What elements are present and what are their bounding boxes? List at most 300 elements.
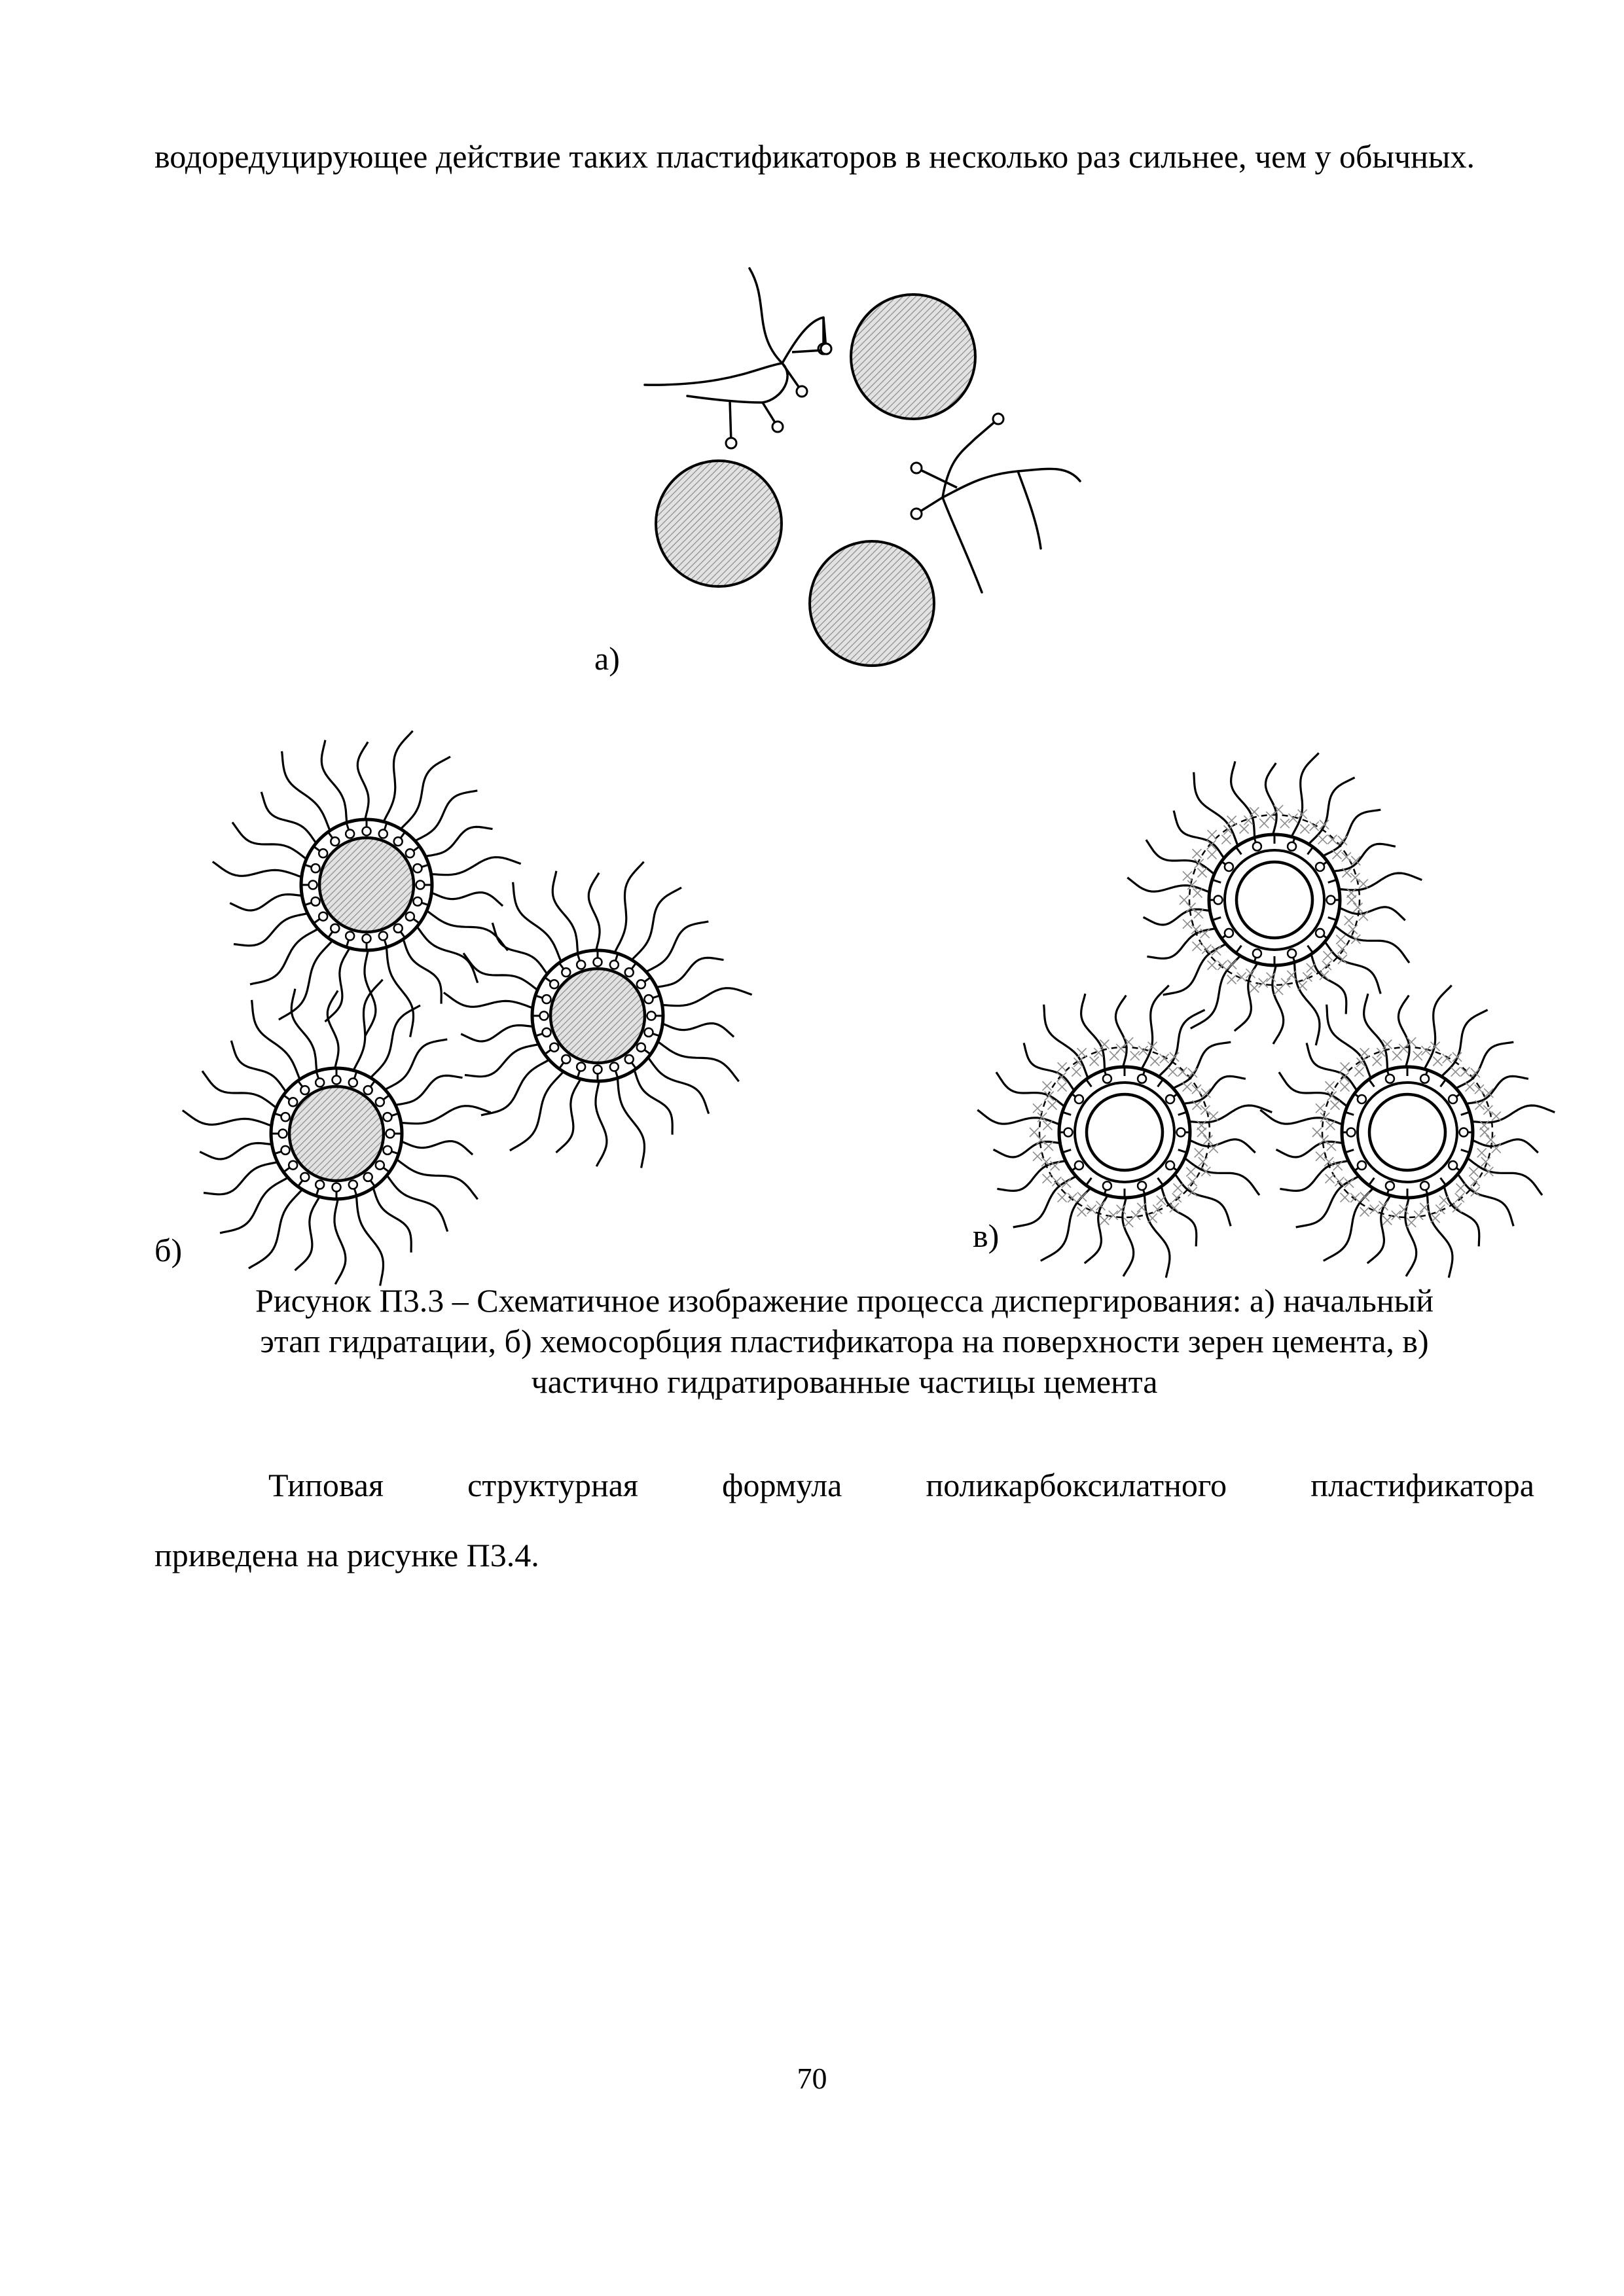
polymer-side-chain bbox=[295, 1197, 320, 1270]
polymer-side-chain bbox=[385, 1039, 447, 1090]
hydrate-crystal bbox=[1469, 1168, 1478, 1177]
polymer-side-chain bbox=[200, 1143, 272, 1160]
plasticizer-molecule bbox=[645, 268, 831, 448]
hydrate-crystal bbox=[1194, 909, 1203, 918]
functional-group-head bbox=[406, 912, 414, 921]
cement-grain bbox=[656, 461, 782, 586]
polymer-side-chain bbox=[279, 941, 333, 1020]
functional-group-head bbox=[625, 968, 634, 977]
hydrate-crystal bbox=[1168, 1067, 1178, 1077]
polymer-side-chain bbox=[615, 862, 644, 953]
hydrate-crystal bbox=[1186, 1168, 1195, 1177]
hydrate-crystal bbox=[1043, 1174, 1052, 1183]
cement-core bbox=[319, 838, 414, 932]
polymer-side-chain bbox=[1272, 965, 1284, 1044]
functional-group-head bbox=[1386, 1075, 1394, 1083]
polymer-side-chain bbox=[1294, 962, 1320, 1045]
polymer-side-chain bbox=[465, 1045, 539, 1077]
polymer-side-chain bbox=[431, 857, 521, 875]
functional-group-head bbox=[1253, 949, 1261, 958]
functional-group-head bbox=[1166, 1161, 1174, 1170]
functional-group-head bbox=[383, 1146, 391, 1155]
polymer-side-chain bbox=[357, 742, 369, 819]
polymer-side-chain bbox=[552, 871, 577, 954]
hydrate-crystal bbox=[1227, 816, 1236, 825]
cement-core bbox=[1087, 1094, 1163, 1170]
functional-group-head bbox=[577, 961, 585, 969]
functional-group-head bbox=[647, 1012, 656, 1020]
hydrate-crystal bbox=[1492, 1111, 1501, 1121]
polymer-side-chain bbox=[1173, 1042, 1231, 1088]
functional-group-head bbox=[577, 1062, 585, 1071]
polymer-side-chain bbox=[1472, 1139, 1538, 1153]
polymer-side-chain bbox=[617, 1078, 644, 1168]
adsorbed-grain bbox=[444, 862, 752, 1168]
hydrate-crystal bbox=[1058, 1193, 1067, 1202]
molecule-chain bbox=[749, 268, 787, 403]
functional-group-head bbox=[625, 1055, 634, 1064]
hydrate-crystal bbox=[1360, 1049, 1369, 1058]
functional-group-head bbox=[1420, 1181, 1429, 1190]
polymer-side-chain bbox=[1324, 1188, 1373, 1261]
polymer-side-chain bbox=[1468, 1158, 1542, 1196]
hydrate-crystal bbox=[1077, 1049, 1087, 1058]
functional-group-head bbox=[1347, 1128, 1356, 1137]
polymer-side-chain bbox=[403, 939, 441, 1004]
caption-line: этап гидратации, б) хемосорбция пластификатора на поверхности зерен цемента, в) bbox=[260, 1323, 1429, 1359]
polymer-side-chain bbox=[1123, 1198, 1134, 1276]
polymer-side-chain bbox=[444, 993, 533, 1009]
hydrate-crystal bbox=[1326, 1081, 1335, 1090]
hydrate-crystal bbox=[1280, 819, 1290, 828]
functional-group-head bbox=[1327, 896, 1335, 905]
plasticizer-molecule bbox=[911, 414, 1080, 592]
polymer-side-chain bbox=[397, 1160, 478, 1200]
polymer-side-chain bbox=[648, 1058, 709, 1114]
functional-group-head bbox=[333, 1076, 341, 1085]
functional-group-head bbox=[637, 1043, 645, 1052]
cement-core bbox=[289, 1086, 384, 1181]
hydrate-crystal bbox=[1312, 1128, 1322, 1137]
polymer-side-chain bbox=[1183, 1076, 1246, 1103]
functional-group-head bbox=[319, 849, 327, 857]
hydrate-crystal bbox=[1466, 1083, 1475, 1092]
functional-group-head bbox=[289, 1161, 297, 1170]
functional-group-head bbox=[413, 897, 422, 906]
hydrate-crystal bbox=[1439, 1196, 1449, 1205]
functional-group-head bbox=[1214, 896, 1223, 905]
panel-v-partially-hydrated bbox=[977, 753, 1555, 1278]
panel-a-label: а) bbox=[594, 640, 620, 677]
hydrate-crystal bbox=[1100, 1216, 1109, 1225]
hydrate-crystal bbox=[1360, 1193, 1369, 1202]
polymer-side-chain bbox=[1323, 810, 1380, 856]
hydrate-crystal bbox=[1328, 835, 1337, 844]
functional-group-head bbox=[312, 864, 320, 872]
functional-group-head bbox=[376, 1161, 384, 1170]
polymer-side-chain bbox=[1458, 1174, 1513, 1227]
hydrate-crystal bbox=[1174, 1183, 1183, 1193]
functional-group-head bbox=[1316, 929, 1324, 937]
functional-group-head bbox=[1253, 842, 1261, 851]
hydrate-crystal bbox=[1382, 1216, 1392, 1225]
functional-group-head bbox=[797, 386, 807, 397]
functional-group-head bbox=[562, 1055, 570, 1064]
hydrate-crystal bbox=[1180, 895, 1189, 905]
functional-group-head bbox=[316, 1180, 324, 1189]
functional-group-head bbox=[821, 344, 831, 354]
polymer-side-chain bbox=[401, 757, 450, 829]
functional-group-head bbox=[1075, 1161, 1083, 1170]
hydrate-crystal bbox=[1477, 1148, 1487, 1157]
functional-group-head bbox=[1177, 1128, 1185, 1137]
hydrate-crystal bbox=[1399, 1044, 1408, 1053]
functional-group-head bbox=[1288, 949, 1296, 958]
polymer-side-chain bbox=[510, 1071, 564, 1151]
cement-grain bbox=[810, 541, 934, 666]
polymer-side-chain bbox=[556, 1079, 581, 1153]
polymer-side-chain bbox=[1081, 994, 1105, 1070]
functional-group-head bbox=[331, 837, 339, 846]
polymer-side-chain bbox=[481, 1060, 549, 1115]
hydrate-crystal bbox=[1259, 978, 1268, 988]
functional-group-head bbox=[379, 931, 388, 940]
functional-group-head bbox=[279, 1130, 287, 1138]
polymer-side-chain bbox=[588, 873, 600, 950]
functional-group-head bbox=[386, 1130, 395, 1138]
polymer-side-chain bbox=[596, 1081, 607, 1166]
panel-v-label: в) bbox=[973, 1217, 1000, 1254]
hydrated-particle bbox=[977, 986, 1272, 1278]
polymer-side-chain bbox=[395, 1075, 463, 1105]
cement-grain bbox=[851, 295, 975, 419]
hydrate-crystal bbox=[1208, 850, 1217, 859]
panel-a-initial-hydration bbox=[645, 268, 1080, 666]
hydrate-crystal bbox=[1327, 1141, 1336, 1151]
polymer-side-chain bbox=[356, 1196, 383, 1285]
polymer-side-chain bbox=[1398, 996, 1409, 1067]
hydrate-crystal bbox=[1456, 1183, 1466, 1193]
hydrate-crystal bbox=[1193, 942, 1202, 951]
hydrate-crystal bbox=[1274, 986, 1283, 995]
functional-group-head bbox=[1449, 1161, 1457, 1170]
polymer-side-chain bbox=[1175, 1174, 1231, 1227]
hydrate-crystal bbox=[1461, 1067, 1470, 1077]
hydrate-crystal bbox=[1058, 1083, 1067, 1092]
hydrate-crystal bbox=[1183, 871, 1192, 880]
polymer-side-chain bbox=[1115, 996, 1127, 1067]
hydrate-crystal bbox=[1318, 835, 1327, 844]
functional-group-head bbox=[594, 958, 602, 967]
functional-group-head bbox=[364, 1173, 372, 1181]
polymer-side-chain bbox=[415, 791, 477, 841]
molecule-chain bbox=[782, 317, 823, 363]
molecule-chain bbox=[687, 396, 763, 403]
caption-line: Рисунок П3.3 – Схематичное изображение процесса диспергирования: а) начальный bbox=[255, 1282, 1434, 1319]
hydrate-crystal bbox=[1392, 1211, 1401, 1220]
polymer-side-chain bbox=[204, 1162, 278, 1194]
functional-group-head bbox=[550, 1043, 558, 1052]
functional-group-head bbox=[772, 422, 783, 432]
functional-group-head bbox=[540, 1012, 549, 1020]
functional-group-head bbox=[644, 995, 653, 1003]
functional-group-head bbox=[363, 827, 371, 836]
hydrate-crystal bbox=[1360, 1208, 1369, 1217]
functional-group-head bbox=[1166, 1095, 1174, 1103]
hydrate-crystal bbox=[1193, 849, 1202, 858]
hydrate-crystal bbox=[1044, 1141, 1053, 1151]
hydrate-crystal bbox=[1221, 835, 1231, 844]
functional-group-head bbox=[363, 935, 371, 943]
functional-group-head bbox=[1358, 1161, 1366, 1170]
polymer-side-chain bbox=[996, 1072, 1064, 1106]
hydrate-crystal bbox=[1033, 1152, 1042, 1161]
polymer-side-chain bbox=[1146, 840, 1214, 874]
hydrate-crystal bbox=[1324, 951, 1333, 960]
functional-group-head bbox=[610, 961, 619, 969]
cement-core bbox=[550, 969, 645, 1063]
hydrate-crystal bbox=[1033, 1103, 1042, 1113]
functional-group-head bbox=[300, 1173, 309, 1181]
polymer-side-chain bbox=[431, 893, 503, 906]
polymer-side-chain bbox=[1185, 1158, 1259, 1196]
polymer-side-chain bbox=[1231, 761, 1255, 838]
hydrate-crystal bbox=[1240, 825, 1249, 834]
functional-group-head bbox=[911, 509, 922, 519]
hydrate-crystal bbox=[1157, 1196, 1166, 1205]
hydrate-crystal bbox=[1100, 1040, 1109, 1049]
polymer-side-chain bbox=[401, 1141, 473, 1155]
hydrate-crystal bbox=[1077, 1208, 1087, 1217]
polymer-side-chain bbox=[1364, 994, 1388, 1070]
functional-group-head bbox=[1449, 1095, 1457, 1103]
cement-core bbox=[1369, 1094, 1445, 1170]
functional-group-head bbox=[1138, 1075, 1146, 1083]
functional-group-head bbox=[1225, 929, 1233, 937]
functional-group-head bbox=[1460, 1128, 1468, 1137]
formula-paragraph-line-2: приведена на рисунке П3.4. bbox=[154, 1537, 539, 1573]
functional-group-head bbox=[550, 980, 558, 988]
hydrate-crystal bbox=[1359, 879, 1368, 888]
polymer-side-chain bbox=[250, 929, 318, 984]
functional-group-head bbox=[379, 830, 388, 838]
hydrate-crystal bbox=[1116, 1044, 1125, 1053]
hydrate-crystal bbox=[1341, 1062, 1350, 1071]
caption-line: частично гидратированные частицы цемента bbox=[531, 1363, 1158, 1400]
polymer-side-chain bbox=[234, 914, 308, 946]
panel-b-label: б) bbox=[154, 1232, 183, 1268]
hydrate-crystal bbox=[1124, 1218, 1133, 1227]
polymer-side-chain bbox=[977, 1110, 1059, 1124]
polymer-side-chain bbox=[632, 888, 681, 960]
hydrate-crystal bbox=[1250, 984, 1259, 993]
polymer-side-chain bbox=[387, 1175, 448, 1232]
polymer-side-chain bbox=[646, 922, 708, 972]
functional-group-head bbox=[610, 1062, 619, 1071]
polymer-side-chain bbox=[183, 1111, 272, 1126]
polymer-side-chain bbox=[1189, 1139, 1255, 1153]
polymer-side-chain bbox=[1144, 1194, 1170, 1278]
functional-group-head bbox=[331, 924, 339, 933]
hydrate-crystal bbox=[1336, 935, 1345, 944]
functional-group-head bbox=[333, 1183, 341, 1192]
hydrate-crystal bbox=[1209, 1111, 1218, 1121]
polymer-side-chain bbox=[1335, 926, 1409, 963]
hydrate-crystal bbox=[1266, 812, 1275, 821]
hydrate-crystal bbox=[1307, 963, 1316, 973]
functional-group-head bbox=[1075, 1095, 1083, 1103]
functional-group-head bbox=[594, 1066, 602, 1074]
polymer-side-chain bbox=[231, 1041, 286, 1092]
hydrate-crystal bbox=[1326, 1174, 1335, 1183]
functional-group-head bbox=[1288, 842, 1296, 851]
functional-group-head bbox=[376, 1098, 384, 1106]
molecule-chain bbox=[645, 363, 782, 385]
polymer-side-chain bbox=[1265, 763, 1276, 834]
functional-group-head bbox=[644, 1028, 653, 1037]
hydrate-crystal bbox=[1183, 920, 1192, 929]
polymer-side-chain bbox=[425, 827, 493, 856]
functional-group-head bbox=[413, 864, 422, 872]
hydrated-particle bbox=[1127, 753, 1422, 1046]
functional-group-head bbox=[416, 881, 425, 889]
functional-group-head bbox=[346, 830, 354, 838]
hydrate-crystal bbox=[1344, 916, 1354, 925]
hydrate-crystal bbox=[1300, 825, 1309, 834]
functional-group-head bbox=[309, 881, 317, 889]
polymer-side-chain bbox=[662, 1024, 734, 1037]
functional-group-head bbox=[312, 897, 320, 906]
hydrate-crystal bbox=[1413, 1051, 1422, 1060]
functional-group-head bbox=[1103, 1075, 1111, 1083]
hydrate-crystal bbox=[1043, 1081, 1052, 1090]
polymer-side-chain bbox=[417, 927, 478, 983]
hydrate-crystal bbox=[1183, 1083, 1192, 1092]
functional-group-head bbox=[1420, 1075, 1429, 1083]
hydrate-crystal bbox=[1227, 960, 1236, 969]
polymer-side-chain bbox=[461, 1026, 533, 1042]
formula-paragraph bbox=[154, 1450, 1534, 1590]
polymer-side-chain bbox=[401, 1106, 491, 1124]
hydrate-crystal bbox=[1333, 850, 1342, 859]
polymer-side-chain bbox=[384, 731, 413, 822]
hydrate-crystal bbox=[1204, 1136, 1213, 1145]
hydrate-crystal bbox=[1431, 1213, 1440, 1223]
hydrate-crystal bbox=[1130, 1051, 1140, 1060]
polymer-side-chain bbox=[321, 740, 346, 823]
polymer-side-chain bbox=[658, 1042, 739, 1082]
molecule-chain bbox=[1018, 471, 1041, 548]
functional-group-head bbox=[349, 1180, 357, 1189]
page-number: 70 bbox=[797, 2062, 827, 2095]
polymer-side-chain bbox=[1127, 878, 1209, 892]
hydrate-crystal bbox=[1341, 1083, 1350, 1092]
functional-group-stem bbox=[730, 401, 731, 443]
polymer-side-chain bbox=[249, 1189, 302, 1268]
polymer-side-chain bbox=[1041, 1188, 1091, 1261]
functional-group-head bbox=[562, 968, 570, 977]
functional-group-head bbox=[319, 912, 327, 921]
polymer-side-chain bbox=[386, 947, 413, 1037]
functional-group-head bbox=[1358, 1095, 1366, 1103]
polymer-side-chain bbox=[1191, 956, 1240, 1028]
hydrate-crystal bbox=[1043, 1121, 1053, 1130]
polymer-side-chain bbox=[1427, 1194, 1453, 1278]
hydrate-crystal bbox=[1331, 1101, 1340, 1110]
polymer-side-chain bbox=[327, 991, 338, 1068]
hydrate-crystal bbox=[1433, 1057, 1442, 1066]
hydrate-crystal bbox=[1487, 1136, 1496, 1145]
polymer-side-chain bbox=[657, 958, 724, 987]
molecule-chain bbox=[943, 497, 982, 592]
functional-group-head bbox=[543, 995, 551, 1003]
hydrate-crystal bbox=[1341, 1193, 1350, 1202]
hydrate-crystal bbox=[1208, 961, 1217, 970]
polymer-side-chain bbox=[662, 988, 752, 1006]
hydrate-crystal bbox=[1195, 1148, 1204, 1157]
hydrate-crystal bbox=[1316, 1152, 1325, 1161]
hydrate-crystal bbox=[1109, 1211, 1118, 1220]
functional-group-head bbox=[316, 1079, 324, 1087]
functional-group-head bbox=[383, 1113, 391, 1121]
functional-group-head bbox=[543, 1028, 551, 1037]
hydrate-crystal bbox=[1048, 1101, 1057, 1110]
functional-group-head bbox=[289, 1098, 297, 1106]
hydrate-crystal bbox=[1178, 1067, 1187, 1077]
figure-caption bbox=[154, 1280, 1534, 1402]
hydrate-crystal bbox=[1451, 1067, 1460, 1077]
functional-group-head bbox=[726, 438, 736, 448]
adsorbed-grain bbox=[183, 980, 491, 1286]
hydrate-crystal bbox=[1407, 1218, 1416, 1227]
molecule-chain bbox=[943, 469, 1080, 497]
hydrate-crystal bbox=[1090, 1057, 1099, 1066]
polymer-side-chain bbox=[1279, 1072, 1347, 1106]
functional-group-head bbox=[911, 463, 922, 473]
polymer-side-chain bbox=[1339, 907, 1405, 920]
hydrate-crystal bbox=[1354, 903, 1363, 912]
polymer-side-chain bbox=[1456, 1042, 1513, 1088]
functional-group-head bbox=[1316, 863, 1324, 871]
polymer-side-chain bbox=[232, 822, 306, 859]
hydrate-crystal bbox=[1150, 1057, 1159, 1066]
polymer-side-chain bbox=[334, 1199, 346, 1284]
hydrate-crystal bbox=[1148, 1213, 1157, 1223]
functional-group-head bbox=[1138, 1181, 1146, 1190]
hydrate-crystal bbox=[1316, 1103, 1325, 1113]
hydrate-crystal bbox=[1208, 830, 1217, 839]
polymer-side-chain bbox=[373, 1188, 411, 1253]
functional-group-head bbox=[1064, 1128, 1073, 1137]
hydrate-crystal bbox=[1030, 1128, 1039, 1137]
polymer-side-chain bbox=[1333, 844, 1396, 871]
functional-group-head bbox=[394, 837, 403, 846]
functional-group-head bbox=[637, 980, 645, 988]
functional-group-head bbox=[993, 414, 1003, 424]
polymer-side-chain bbox=[261, 792, 316, 843]
polymer-side-chain bbox=[1325, 942, 1380, 994]
hydrate-crystal bbox=[1298, 981, 1307, 990]
polymer-side-chain bbox=[1260, 1110, 1342, 1124]
cement-core bbox=[1236, 862, 1312, 938]
hydrate-crystal bbox=[1072, 1067, 1081, 1077]
polymer-side-chain bbox=[492, 923, 547, 974]
functional-group-head bbox=[281, 1146, 290, 1155]
functional-group-head bbox=[349, 1079, 357, 1087]
hydrate-crystal bbox=[1354, 1067, 1363, 1077]
hydrate-crystal bbox=[1326, 1121, 1335, 1130]
hydrate-crystal bbox=[1058, 1062, 1067, 1071]
